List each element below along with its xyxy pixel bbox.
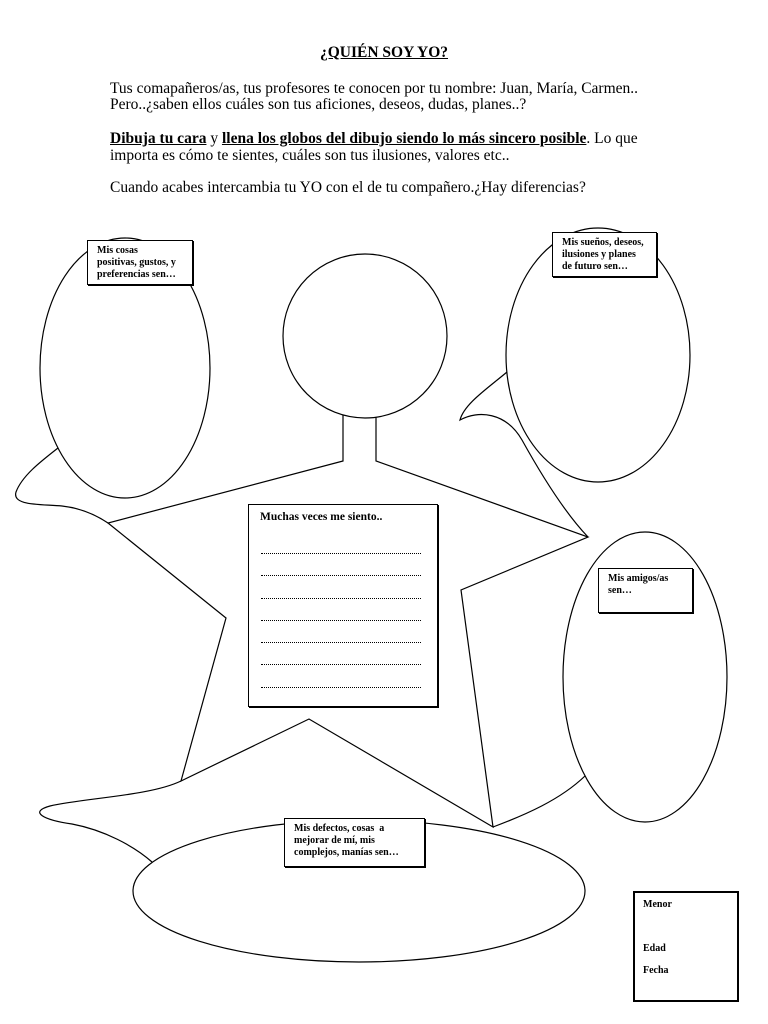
positives-label-box	[87, 240, 193, 285]
dreams-label-box	[552, 232, 657, 277]
dreams-bubble-tail	[460, 372, 588, 537]
defects-label-line: mejorar de mí, mis	[294, 834, 375, 846]
dreams-label-line: de futuro sen…	[562, 260, 628, 272]
feelings-box	[248, 504, 438, 707]
positives-label-line: preferencias sen…	[97, 268, 176, 280]
instruction-tail: . Lo que	[586, 130, 638, 147]
dreams-label-line: Mis sueños, deseos,	[562, 237, 644, 248]
defects-bubble-tail	[40, 781, 181, 862]
dreams-label-line: ilusiones y planes	[562, 248, 636, 260]
writing-line	[261, 664, 421, 665]
friends-label-line: sen…	[608, 584, 632, 596]
instruction-fill-bubbles: llena los globos del dibujo siendo lo más sincero posible	[221, 130, 587, 147]
defects-label-line: Mis defectos, cosas a	[294, 823, 385, 834]
exchange-instruction: Cuando acabes intercambia tu YO con el de tu compañero.¿Hay diferencias?	[110, 179, 586, 196]
friends-label-box	[598, 568, 693, 613]
instruction-joiner: y	[206, 130, 222, 147]
intro-line-1: Tus comapañeros/as, tus profesores te conocen por tu nombre: Juan, María, Carmen..	[110, 80, 639, 97]
positives-label-line: Mis cosas	[97, 245, 138, 256]
friends-bubble-tail	[493, 776, 585, 827]
defects-label-line: complejos, manías sen…	[294, 846, 399, 858]
positives-bubble-tail	[16, 448, 108, 523]
instruction-line-2: importa es cómo te sientes, cuáles son tus ilusiones, valores etc..	[110, 147, 510, 164]
defects-label-box	[284, 818, 425, 867]
page-title-text: ¿QUIÉN SOY YO?	[319, 44, 449, 61]
date-label: Fecha	[643, 965, 669, 976]
feelings-heading: Muchas veces me siento..	[260, 511, 383, 523]
instruction-line-1	[110, 130, 638, 147]
friends-label-line: Mis amigos/as	[608, 573, 669, 584]
writing-line	[261, 598, 421, 599]
intro-line-2: Pero..¿saben ellos cuáles son tus aficiones, deseos, dudas, planes..?	[110, 96, 527, 113]
age-label: Edad	[643, 943, 666, 954]
positives-label-line: positivas, gustos, y	[97, 256, 176, 268]
writing-line	[261, 642, 421, 643]
writing-line	[261, 553, 421, 554]
page-title	[0, 44, 768, 61]
writing-line	[261, 687, 421, 688]
writing-line	[261, 620, 421, 621]
writing-line	[261, 575, 421, 576]
instruction-draw-face: Dibuja tu cara	[110, 130, 207, 147]
head-circle	[283, 254, 447, 418]
student-info-box	[633, 891, 739, 1002]
name-label: Menor	[643, 899, 672, 910]
